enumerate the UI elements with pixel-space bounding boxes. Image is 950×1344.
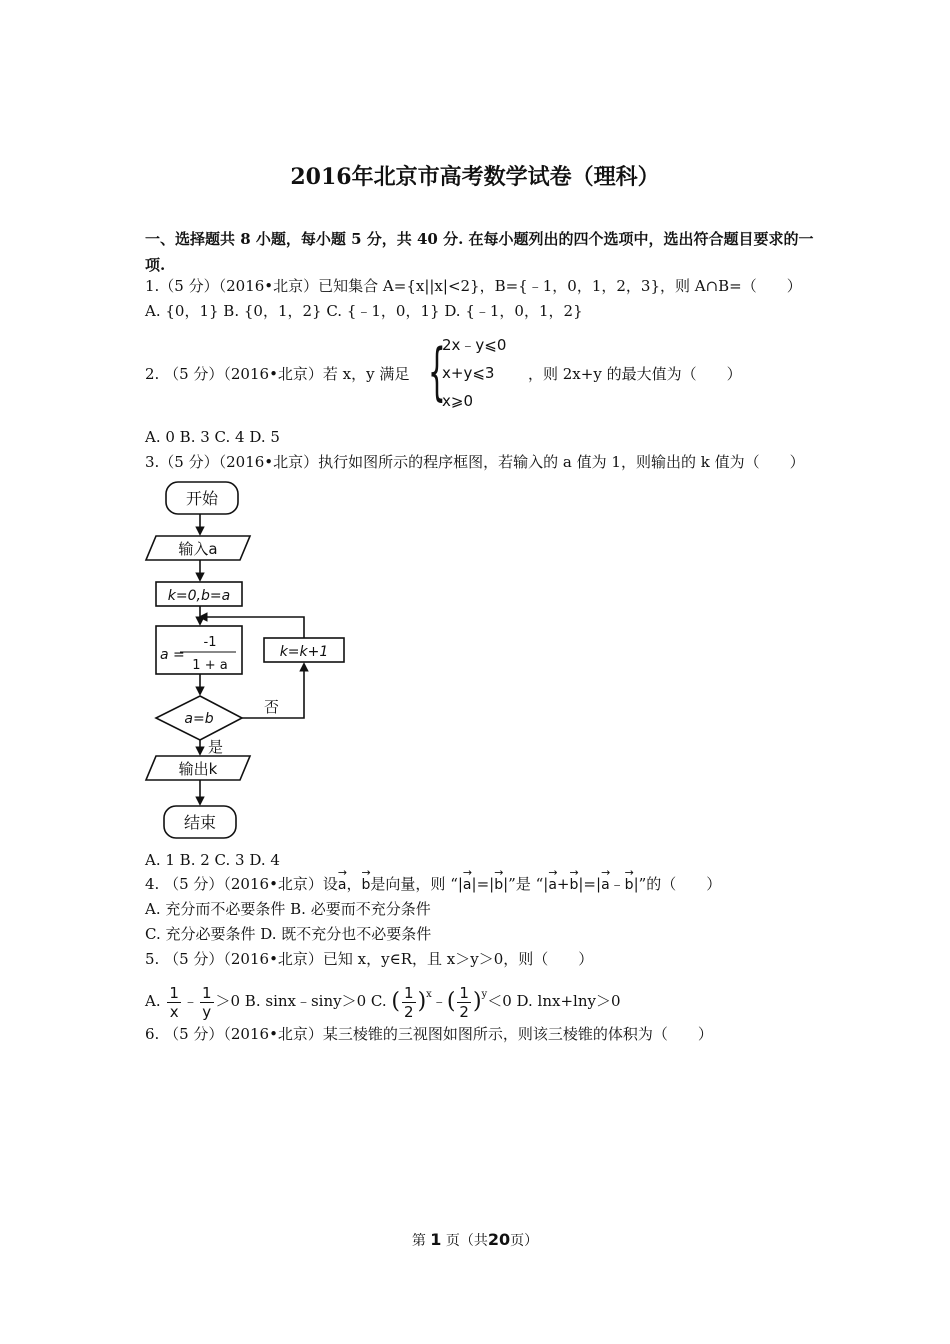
flow-output-label: 输出k — [178, 760, 218, 778]
vector-a: → a — [601, 875, 610, 895]
fraction-1-over-2: $\frac{1}{2}$ — [404, 983, 414, 1021]
vector-b: → b — [362, 875, 371, 895]
q2-prefix: 2. （5 分）（2016•北京）若 x，y 满足 — [145, 365, 410, 383]
vector-b: → b — [569, 875, 578, 895]
q4-options-1: A. 充分而不必要条件 B. 必要而不充分条件 — [145, 900, 431, 918]
q5-opt-a-label: A. — [145, 992, 161, 1010]
q4-plus: + — [556, 875, 570, 893]
q4-eq2: |=| — [578, 875, 602, 893]
q4-cond-end: |”是 “| — [503, 875, 549, 893]
vector-b: → b — [494, 875, 503, 895]
flow-init-label: k=0,b=a — [167, 588, 231, 604]
flow-end-label: 结束 — [183, 813, 217, 832]
flow-input-label: 输入a — [178, 540, 218, 558]
q5-stem: 5. （5 分）（2016•北京）已知 x，y∈R，且 x＞y＞0，则（ ） — [145, 950, 594, 968]
q3-options: A. 1 B. 2 C. 3 D. 4 — [145, 851, 280, 869]
page-footer: 第 1 页（共20页） — [411, 1230, 539, 1249]
vector-a: → a — [548, 875, 557, 895]
sys-row-2: x+y⩽3 — [442, 364, 495, 382]
q4-eq: |=| — [471, 875, 495, 893]
q5-opt-c-tail: ＜0 D. lnx+lny＞0 — [487, 992, 621, 1010]
flow-assign-den: 1 + a — [192, 658, 228, 673]
exponent-x: x — [426, 989, 432, 1000]
fraction-1-over-2: $\frac{1}{2}$ — [459, 983, 469, 1021]
q4-prefix: 4. （5 分）（2016•北京）设 — [145, 875, 338, 893]
sys-row-3: x⩾0 — [442, 392, 473, 410]
q4-stem: 4. （5 分）（2016•北京）设→ a，→ b是向量，则 “|→ a|=|→ b|”是 “|→ a+→ b|=|→ a﹣→ b|”的（ ） — [145, 874, 721, 895]
sys-row-1: 2x﹣y⩽0 — [442, 336, 507, 354]
q1-stem: 1.（5 分）（2016•北京）已知集合 A={x||x|<2}，B={﹣1，0，1，2，3}，则 A∩B=（ ） — [145, 277, 802, 295]
flowchart — [140, 476, 380, 846]
flow-start-label: 开始 — [185, 489, 219, 508]
flow-assign-num: -1 — [203, 635, 217, 650]
fraction-1-over-x: $\frac{1}{x}$ — [169, 983, 179, 1021]
q4-mid: 是向量，则 “| — [370, 875, 463, 893]
flow-yes-label: 是 — [208, 738, 224, 756]
q2-inequality-system — [428, 334, 528, 416]
flow-decision-label: a=b — [184, 711, 214, 727]
vector-a: → a — [338, 875, 347, 895]
q2-options: A. 0 B. 3 C. 4 D. 5 — [145, 428, 280, 446]
vector-a: → a — [463, 875, 472, 895]
brace-icon: { — [428, 335, 446, 408]
q5-minus: ﹣ — [182, 992, 198, 1010]
fraction-1-over-y: $\frac{1}{y}$ — [201, 983, 212, 1021]
section-header: 一、选择题共 8 小题，每小题 5 分，共 40 分. 在每小题列出的四个选项中，选出符合题目要求的一项. — [145, 230, 814, 274]
q4-options-2: C. 充分必要条件 D. 既不充分也不必要条件 — [145, 925, 432, 943]
page-total: 20 — [487, 1230, 511, 1249]
page-title: 2016年北京市高考数学试卷（理科） — [290, 164, 660, 190]
q5-options: A. $\frac{1}{x}$ ﹣ $\frac{1}{y}$ ＞0 B. sinx﹣siny＞0 C. ( $\frac{1}{2}$ )$^x$﹣( $\frac{1}{2}$ )$^y$＜0 D. lnx+lny＞0 — [145, 983, 621, 1021]
q3-stem: 3.（5 分）（2016•北京）执行如图所示的程序框图，若输入的 a 值为 1，则输出的 k 值为（ ） — [145, 453, 805, 471]
q5-minus-2: ﹣ — [431, 992, 447, 1010]
exponent-y: y — [481, 989, 488, 1000]
q4-minus: ﹣ — [609, 875, 625, 893]
flow-increment-label: k=k+1 — [279, 644, 329, 660]
q1-options: A. {0，1} B. {0，1，2} C. {﹣1，0，1} D. {﹣1，0，1，2} — [145, 302, 583, 320]
page-number: 1 — [430, 1230, 442, 1249]
vector-b: → b — [625, 875, 634, 895]
q6-stem: 6. （5 分）（2016•北京）某三棱锥的三视图如图所示，则该三棱锥的体积为（ ） — [145, 1025, 713, 1043]
flow-assign-lhs: a = — [160, 647, 185, 663]
q2-suffix: ，则 2x+y 的最大值为（ ） — [528, 365, 742, 383]
q5-opt-a-tail: ＞0 B. sinx﹣siny＞0 C. — [215, 992, 387, 1010]
q4-tail: |”的（ ） — [633, 875, 722, 893]
flow-no-label: 否 — [264, 698, 280, 716]
